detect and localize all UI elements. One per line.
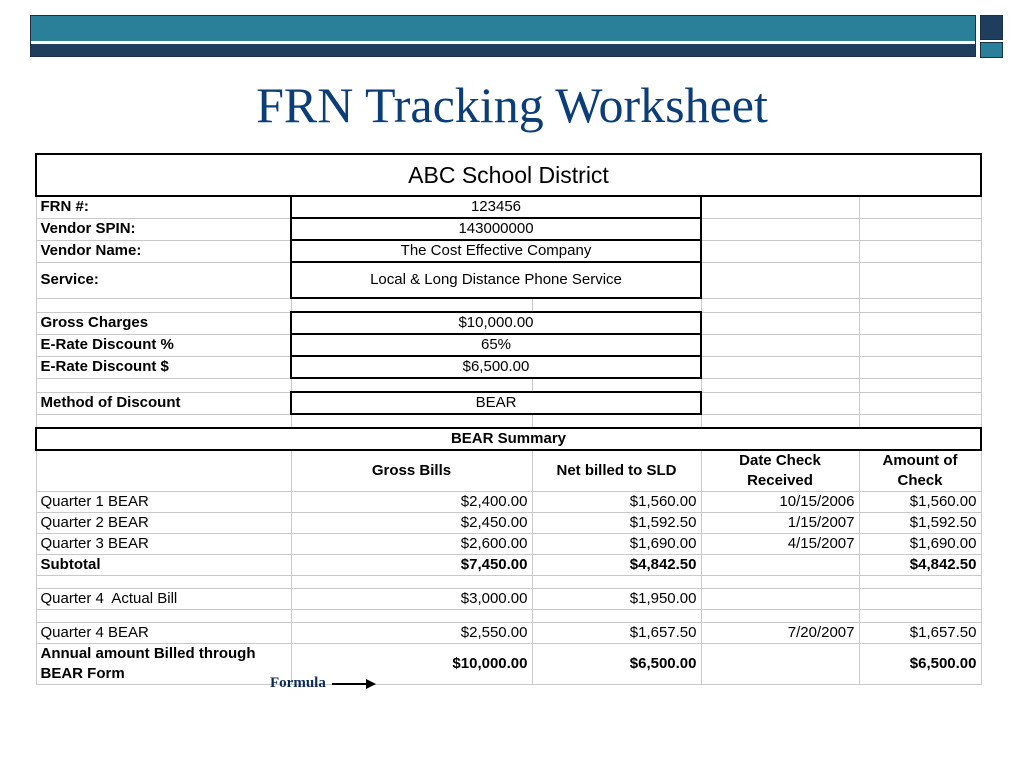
header-decoration-bar	[30, 15, 976, 57]
vendor-name-value: The Cost Effective Company	[291, 240, 701, 262]
gross-charges-label: Gross Charges	[36, 312, 291, 334]
col-gross-bills: Gross Bills	[291, 450, 532, 492]
discount-amount-value: $6,500.00	[291, 356, 701, 378]
header-decoration-square-teal	[980, 42, 1003, 58]
table-row: Quarter 1 BEAR $2,400.00 $1,560.00 10/15/2006 $1,560.00	[36, 492, 981, 513]
district-header: ABC School District	[36, 154, 981, 196]
header-decoration-square-dark	[980, 15, 1003, 40]
spin-label: Vendor SPIN:	[36, 218, 291, 240]
annual-row: Annual amount Billed through BEAR Form $10,000.00 $6,500.00 $6,500.00	[36, 644, 981, 685]
formula-annotation	[270, 675, 376, 692]
service-value: Local & Long Distance Phone Service	[291, 262, 701, 298]
frn-value: 123456	[291, 196, 701, 218]
slide-title: FRN Tracking Worksheet	[256, 77, 768, 133]
spin-value: 143000000	[291, 218, 701, 240]
q4-actual-row: Quarter 4 Actual Bill $3,000.00 $1,950.00	[36, 589, 981, 610]
frn-label: FRN #:	[36, 196, 291, 218]
col-amount-check: Amount of Check	[859, 450, 981, 492]
gross-charges-value: $10,000.00	[291, 312, 701, 334]
col-date-received: Date Check Received	[701, 450, 859, 492]
q4-bear-row: Quarter 4 BEAR $2,550.00 $1,657.50 7/20/2007 $1,657.50	[36, 623, 981, 644]
arrow-right-icon	[332, 679, 376, 689]
method-label: Method of Discount	[36, 392, 291, 414]
method-value: BEAR	[291, 392, 701, 414]
col-net-billed: Net billed to SLD	[532, 450, 701, 492]
discount-amount-label: E-Rate Discount $	[36, 356, 291, 378]
subtotal-row: Subtotal $7,450.00 $4,842.50 $4,842.50	[36, 555, 981, 576]
vendor-name-label: Vendor Name:	[36, 240, 291, 262]
table-row: Quarter 3 BEAR $2,600.00 $1,690.00 4/15/2007 $1,690.00	[36, 534, 981, 555]
bear-summary-header: BEAR Summary	[36, 428, 981, 450]
service-label: Service:	[36, 262, 291, 298]
formula-label: Formula	[270, 675, 326, 691]
discount-percent-value: 65%	[291, 334, 701, 356]
table-row: Quarter 2 BEAR $2,450.00 $1,592.50 1/15/2007 $1,592.50	[36, 513, 981, 534]
frn-worksheet-table	[35, 153, 982, 685]
discount-percent-label: E-Rate Discount %	[36, 334, 291, 356]
